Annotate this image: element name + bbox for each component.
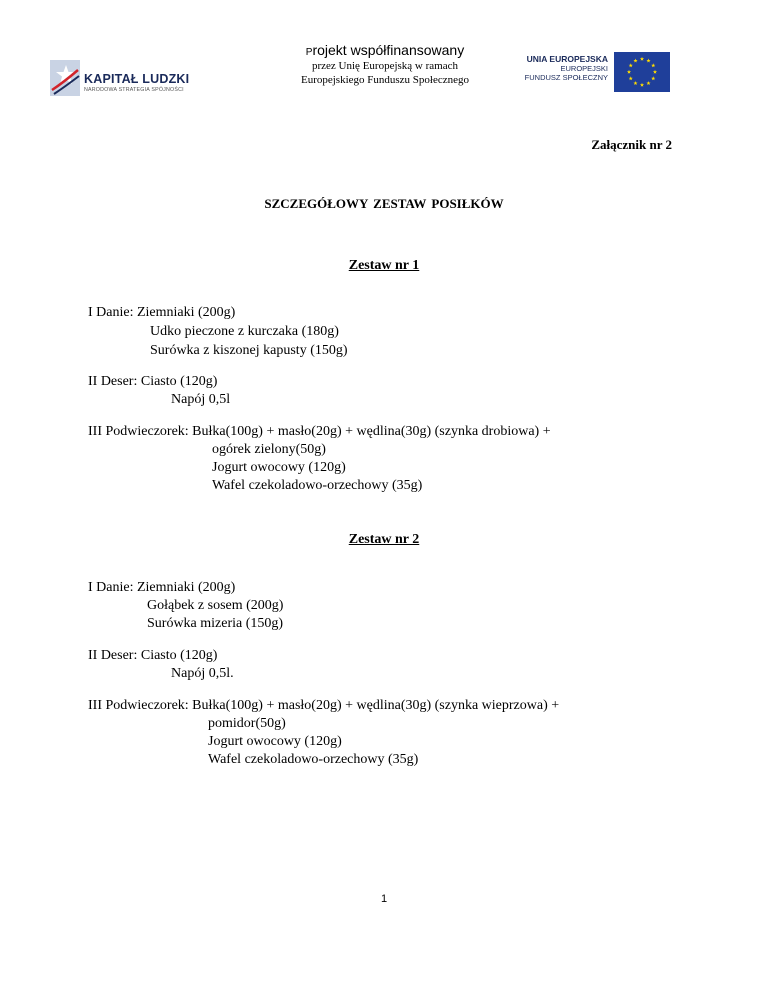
kapital-ludzki-logo bbox=[50, 58, 200, 100]
set-2-title: Zestaw nr 2 bbox=[348, 532, 420, 547]
set-2-line: Wafel czekoladowo-orzechowy (35g) bbox=[208, 752, 419, 767]
set-2-line: I Danie: Ziemniaki (200g) bbox=[88, 580, 236, 595]
eu-star-icon bbox=[640, 83, 644, 87]
set-2-line: Jogurt owocowy (120g) bbox=[208, 734, 342, 749]
page-number: 1 bbox=[380, 893, 388, 905]
kapital-ludzki-emblem bbox=[50, 60, 80, 96]
eu-flag-icon bbox=[614, 52, 670, 92]
kapital-ludzki-title: KAPITAŁ LUDZKI bbox=[84, 72, 190, 86]
set-1-line: I Danie: Ziemniaki (200g) bbox=[88, 305, 236, 320]
eu-logo-line-1: UNIA EUROPEJSKA bbox=[526, 54, 608, 64]
set-2-line: Surówka mizeria (150g) bbox=[147, 616, 284, 631]
eu-star-icon bbox=[629, 63, 633, 67]
eu-star-icon bbox=[627, 70, 631, 74]
eu-star-icon bbox=[651, 76, 655, 80]
set-1-line: III Podwieczorek: Bułka(100g) + masło(20g) + wędlina(30g) (szynka drobiowa) + bbox=[88, 424, 551, 439]
eu-star-icon bbox=[651, 63, 655, 67]
eu-star-icon bbox=[633, 59, 637, 63]
header-line-3: Europejskiego Funduszu Społecznego bbox=[300, 74, 470, 86]
set-1-line: Jogurt owocowy (120g) bbox=[212, 460, 346, 475]
kapital-ludzki-subtitle: NARODOWA STRATEGIA SPÓJNOŚCI bbox=[84, 87, 184, 93]
set-1-line: Surówka z kiszonej kapusty (150g) bbox=[150, 343, 348, 358]
document-title: SZCZEGÓŁOWY ZESTAW POSIŁKÓW bbox=[264, 196, 504, 211]
set-1-line: Udko pieczone z kurczaka (180g) bbox=[150, 324, 339, 339]
eu-star-icon bbox=[633, 81, 637, 85]
eu-star-icon bbox=[653, 70, 657, 74]
eu-logo bbox=[524, 52, 670, 92]
set-2-line: Napój 0,5l. bbox=[171, 666, 234, 681]
set-1-line: ogórek zielony(50g) bbox=[212, 442, 326, 457]
eu-logo-text bbox=[525, 52, 608, 82]
star-icon bbox=[50, 60, 80, 96]
eu-star-icon bbox=[646, 81, 650, 85]
set-2-line: II Deser: Ciasto (120g) bbox=[88, 648, 218, 663]
header-line-1: Projekt współfinansowany bbox=[305, 42, 465, 58]
eu-star-icon bbox=[640, 57, 644, 61]
annex-label: Załącznik nr 2 bbox=[591, 137, 672, 152]
set-2-line: III Podwieczorek: Bułka(100g) + masło(20g) + wędlina(30g) (szynka wieprzowa) + bbox=[88, 698, 560, 713]
set-1-line: Napój 0,5l bbox=[171, 392, 231, 407]
eu-logo-line-2: EUROPEJSKI bbox=[560, 64, 608, 73]
set-1-line: Wafel czekoladowo-orzechowy (35g) bbox=[212, 478, 423, 493]
set-2-line: Gołąbek z sosem (200g) bbox=[147, 598, 284, 613]
header-line-2: przez Unię Europejską w ramach bbox=[312, 60, 458, 72]
eu-star-icon bbox=[646, 59, 650, 63]
eu-logo-line-3: FUNDUSZ SPOŁECZNY bbox=[524, 73, 608, 82]
set-2-line: pomidor(50g) bbox=[208, 716, 286, 731]
eu-star-icon bbox=[629, 76, 633, 80]
set-1-title: Zestaw nr 1 bbox=[348, 258, 420, 273]
set-1-line: II Deser: Ciasto (120g) bbox=[88, 374, 218, 389]
